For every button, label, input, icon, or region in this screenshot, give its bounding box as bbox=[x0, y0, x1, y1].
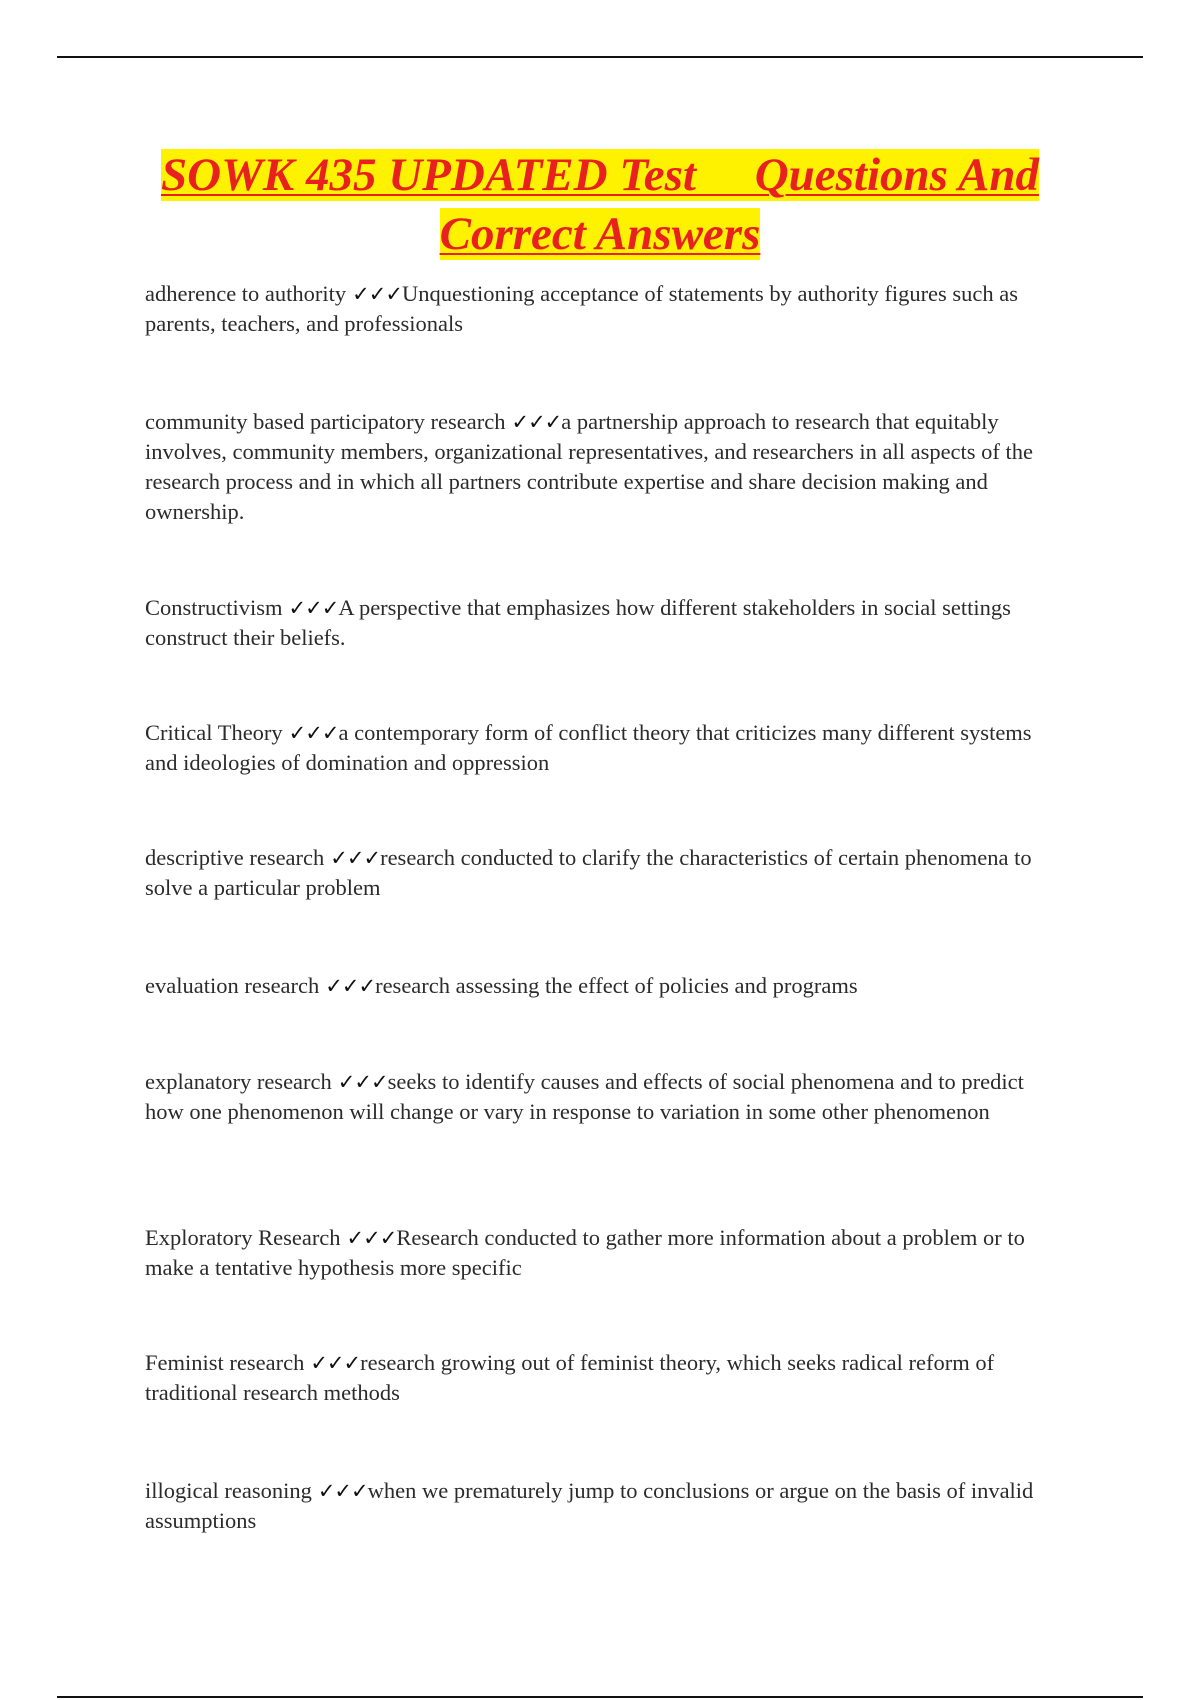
entry-definition: research assessing the effect of policies and programs bbox=[375, 973, 858, 998]
title-line-2: Correct Answers bbox=[439, 208, 761, 260]
entry-definition: research growing out of feminist theory, which seeks radical reform of traditional research methods bbox=[145, 1350, 995, 1405]
entry-term: Exploratory Research bbox=[145, 1225, 341, 1250]
check-marks-icon: ✓✓✓ bbox=[317, 1479, 368, 1503]
entry-term: evaluation research bbox=[145, 973, 320, 998]
glossary-entry bbox=[145, 971, 1045, 1001]
entry-definition: when we prematurely jump to conclusions or argue on the basis of invalid assumptions bbox=[145, 1478, 1034, 1533]
glossary-entry bbox=[145, 718, 1045, 778]
glossary-entry bbox=[145, 1067, 1045, 1127]
check-marks-icon: ✓✓✓ bbox=[288, 721, 339, 745]
check-marks-icon: ✓✓✓ bbox=[330, 846, 381, 870]
entry-term: illogical reasoning bbox=[145, 1478, 312, 1503]
glossary-entry bbox=[145, 1348, 1045, 1408]
entry-term: community based participatory research bbox=[145, 409, 506, 434]
glossary-entry bbox=[145, 843, 1045, 903]
check-marks-icon: ✓✓✓ bbox=[310, 1351, 361, 1375]
entry-term: Feminist research bbox=[145, 1350, 305, 1375]
check-marks-icon: ✓✓✓ bbox=[337, 1070, 388, 1094]
check-marks-icon: ✓✓✓ bbox=[325, 974, 376, 998]
entry-definition: a contemporary form of conflict theory that criticizes many different systems and ideologies of domination and oppression bbox=[145, 720, 1032, 775]
entry-definition: Unquestioning acceptance of statements by authority figures such as parents, teachers, and professionals bbox=[145, 281, 1019, 336]
glossary-entry bbox=[145, 1223, 1045, 1283]
top-rule bbox=[57, 56, 1143, 58]
entry-definition: Research conducted to gather more information about a problem or to make a tentative hypothesis more specific bbox=[145, 1225, 1025, 1280]
entry-definition: A perspective that emphasizes how different stakeholders in social settings construct their beliefs. bbox=[145, 595, 1011, 650]
entry-definition: a partnership approach to research that equitably involves, community members, organizational representatives, and researchers in all aspects of the research process and in which all partners contribute expertise and share decision making and ownership. bbox=[145, 409, 1034, 524]
glossary-entry bbox=[145, 407, 1045, 527]
document-title bbox=[145, 146, 1055, 264]
check-marks-icon: ✓✓✓ bbox=[511, 410, 562, 434]
entry-term: adherence to authority bbox=[145, 281, 347, 306]
glossary-entry bbox=[145, 593, 1045, 653]
entry-definition: research conducted to clarify the characteristics of certain phenomena to solve a particular problem bbox=[145, 845, 1032, 900]
entry-term: descriptive research bbox=[145, 845, 325, 870]
title-line-1: SOWK 435 UPDATED Test Questions And bbox=[161, 149, 1039, 201]
entry-term: Constructivism bbox=[145, 595, 283, 620]
entry-term: Critical Theory bbox=[145, 720, 283, 745]
glossary-entry bbox=[145, 1476, 1045, 1536]
check-marks-icon: ✓✓✓ bbox=[288, 596, 339, 620]
entry-definition: seeks to identify causes and effects of social phenomena and to predict how one phenomenon will change or vary in response to variation in some other phenomenon bbox=[145, 1069, 1024, 1124]
bottom-rule bbox=[57, 1696, 1143, 1698]
check-marks-icon: ✓✓✓ bbox=[346, 1226, 397, 1250]
entry-term: explanatory research bbox=[145, 1069, 332, 1094]
check-marks-icon: ✓✓✓ bbox=[352, 282, 402, 306]
glossary-entry bbox=[145, 279, 1045, 339]
